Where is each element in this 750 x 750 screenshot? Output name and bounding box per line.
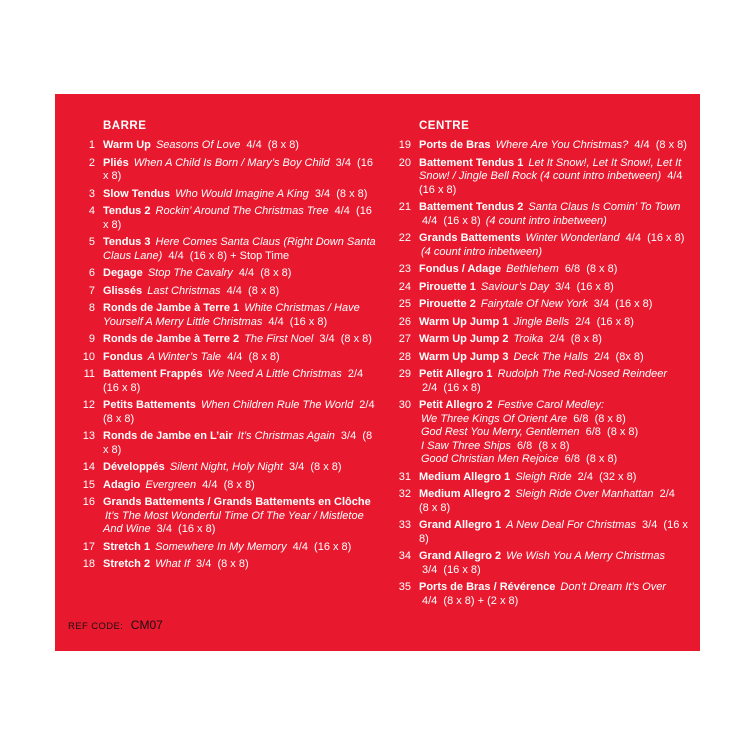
track-name: Battement Tendus 1 xyxy=(419,156,524,169)
track-song-title: Who Would Imagine A King xyxy=(175,187,309,200)
track-meter: 4/4 (16 x 8) xyxy=(419,170,686,196)
track-name: Ronds de Jambe en L’air xyxy=(103,430,233,442)
track-name: Warm Up Jump 3 xyxy=(419,350,509,363)
track-text xyxy=(103,399,379,426)
track-number: 21 xyxy=(398,201,411,213)
track-song-title: Jingle Bells xyxy=(513,315,570,328)
track-song-title: Let It Snow!, Let It Snow!, Let It Snow! / Jingle Bell Rock (4 count intro inbetween) xyxy=(419,156,682,182)
track-number: 31 xyxy=(398,470,411,483)
track-name: Stretch 2 xyxy=(103,558,151,570)
track-number: 9 xyxy=(88,333,95,345)
track-name: Ronds de Jambe à Terre 1 xyxy=(103,302,240,314)
track-text xyxy=(103,139,379,153)
track-meter: 4/4 (16 x 8) xyxy=(625,232,685,244)
track-number: 10 xyxy=(82,350,95,363)
track-number: 34 xyxy=(398,550,411,562)
track-text xyxy=(103,267,379,281)
track-song-title: When Children Rule The World xyxy=(200,399,354,411)
track-text xyxy=(103,236,379,263)
track-song-title: Good Christian Men Rejoice xyxy=(421,453,559,465)
track-number: 32 xyxy=(398,488,411,500)
track-number: 7 xyxy=(88,284,95,297)
track-meter: 3/4 (8 x 8) xyxy=(288,461,342,473)
track-row xyxy=(71,302,379,329)
track-song-title: We Three Kings Of Orient Are xyxy=(421,412,568,425)
track-song-title: God Rest You Merry, Gentlemen xyxy=(421,426,580,438)
track-text xyxy=(419,316,688,330)
track-meter: 2/4 (8 x 8) xyxy=(549,333,602,345)
track-text xyxy=(419,368,688,395)
track-name: Ports de Bras / Révérence xyxy=(419,581,556,593)
track-row xyxy=(71,461,379,475)
track-song-title: Winter Wonderland xyxy=(525,232,620,244)
track-song-title: It’s The Most Wonderful Time Of The Year / Mistletoe And Wine xyxy=(103,509,364,535)
track-name: Battement Frappés xyxy=(103,368,203,380)
track-name: Stretch 1 xyxy=(103,540,151,553)
track-row xyxy=(71,333,379,347)
track-song-title: It’s Christmas Again xyxy=(237,430,335,442)
track-meter: 2/4 (32 x 8) xyxy=(577,470,637,483)
track-number: 4 xyxy=(88,205,95,217)
track-song-title: Festive Carol Medley: xyxy=(497,399,604,411)
track-text xyxy=(103,285,379,299)
track-number: 17 xyxy=(82,540,95,553)
track-number: 27 xyxy=(398,333,411,345)
track-song-title: Troika xyxy=(513,333,544,345)
track-meter: 4/4 (8 x 8) xyxy=(238,267,292,279)
track-name: Degage xyxy=(103,267,143,279)
track-row xyxy=(387,351,688,365)
track-row xyxy=(71,188,379,202)
track-name: Pliés xyxy=(103,156,129,169)
track-song-title: Last Christmas xyxy=(147,284,221,297)
track-meter: 2/4 (8 x 8) xyxy=(103,399,378,425)
centre-column xyxy=(387,120,688,612)
track-meter: 2/4 (16 x 8) xyxy=(422,381,481,394)
track-song-title: We Need A Little Christmas xyxy=(207,368,342,380)
track-row xyxy=(387,263,688,277)
track-row xyxy=(387,488,688,515)
track-number: 35 xyxy=(398,581,411,593)
track-number: 12 xyxy=(82,399,95,411)
track-text xyxy=(103,333,379,347)
track-meter: 4/4 (16 x 8) xyxy=(422,214,481,227)
track-number: 3 xyxy=(88,187,95,200)
track-number: 29 xyxy=(398,368,411,380)
track-row xyxy=(71,236,379,263)
track-text xyxy=(419,201,688,228)
track-meter: 4/4 (16 x 8) xyxy=(292,540,352,553)
track-meter: 4/4 (8 x 8) xyxy=(227,350,280,363)
track-meter: 3/4 (16 x 8) xyxy=(422,563,481,576)
track-name: Pirouette 2 xyxy=(419,298,476,310)
track-number: 5 xyxy=(88,236,95,248)
track-song-title: Santa Claus Is Comin’ To Town xyxy=(528,201,681,213)
track-name: Battement Tendus 2 xyxy=(419,201,524,213)
track-song-title: Don’t Dream It’s Over xyxy=(560,581,666,593)
track-name: Développés xyxy=(103,461,165,473)
track-name: Petit Allegro 2 xyxy=(419,399,493,411)
track-song-title: I Saw Three Ships xyxy=(421,439,511,452)
section-header-barre: BARRE xyxy=(103,120,147,132)
track-meter: 3/4 (8 x 8) xyxy=(103,430,373,456)
track-number: 2 xyxy=(88,156,95,169)
track-meter: 6/8 (8 x 8) xyxy=(564,453,618,465)
track-number: 18 xyxy=(82,558,95,570)
track-meter: 3/4 (8 x 8) xyxy=(196,558,249,570)
track-song-title: Seasons Of Love xyxy=(155,139,241,151)
track-text xyxy=(103,479,379,493)
track-name: Pirouette 1 xyxy=(419,280,476,293)
track-row xyxy=(71,430,379,457)
track-text xyxy=(419,281,688,295)
track-row xyxy=(71,267,379,281)
track-number: 20 xyxy=(398,156,411,169)
track-song-title: White Christmas / Have Yourself A Merry Little Christmas xyxy=(103,302,360,328)
track-meter: 2/4 (16 x 8) xyxy=(103,368,367,394)
track-meter: 2/4 (8x 8) xyxy=(594,350,644,363)
track-number: 15 xyxy=(82,478,95,491)
track-number: 28 xyxy=(398,350,411,363)
track-name: Warm Up xyxy=(103,139,151,151)
track-row xyxy=(387,316,688,330)
track-number: 24 xyxy=(398,280,411,293)
track-song-title: (4 count intro inbetween) xyxy=(485,214,607,227)
track-number: 8 xyxy=(88,302,95,314)
track-row xyxy=(387,333,688,347)
track-text xyxy=(103,541,379,555)
track-number: 26 xyxy=(398,315,411,328)
track-meter: 6/8 (8 x 8) xyxy=(585,426,639,438)
track-number: 14 xyxy=(82,461,95,473)
track-row xyxy=(71,541,379,555)
track-row xyxy=(71,351,379,365)
track-row xyxy=(387,281,688,295)
track-number: 11 xyxy=(83,368,95,380)
track-song-title: When A Child Is Born / Mary’s Boy Child xyxy=(133,156,330,169)
track-number: 25 xyxy=(398,298,411,310)
track-columns xyxy=(55,94,700,612)
track-number: 33 xyxy=(398,519,411,531)
track-name: Medium Allegro 1 xyxy=(419,470,511,483)
track-text xyxy=(103,205,379,232)
track-song-title: A New Deal For Christmas xyxy=(506,519,636,531)
track-text xyxy=(419,471,688,485)
track-text xyxy=(419,351,688,365)
track-song-title: Rudolph The Red-Nosed Reindeer xyxy=(497,368,668,380)
track-song-title: Stop The Cavalry xyxy=(147,267,233,279)
track-meter: 3/4 (8 x 8) xyxy=(314,187,368,200)
track-meter: 4/4 (16 x 8) + Stop Time xyxy=(168,249,290,262)
track-number: 1 xyxy=(88,139,95,151)
track-row xyxy=(387,550,688,577)
track-text xyxy=(419,333,688,347)
track-song-title: (4 count intro inbetween) xyxy=(421,245,543,258)
track-row xyxy=(387,581,688,608)
track-name: Tendus 2 xyxy=(103,205,151,217)
track-song-title: Fairytale Of New York xyxy=(480,298,588,310)
track-number: 19 xyxy=(398,139,411,151)
track-row xyxy=(71,399,379,426)
track-row xyxy=(71,496,379,537)
track-number: 13 xyxy=(82,430,95,442)
track-meter: 3/4 (8 x 8) xyxy=(319,333,372,345)
barre-track-list xyxy=(71,139,379,572)
track-name: Ports de Bras xyxy=(419,139,491,151)
barre-column xyxy=(71,120,387,612)
track-text xyxy=(419,519,688,546)
track-name: Fondus / Adage xyxy=(419,263,502,275)
track-text xyxy=(419,488,688,515)
track-text xyxy=(103,430,379,457)
track-meter: 2/4 (8 x 8) xyxy=(419,488,678,514)
track-name: Grand Allegro 2 xyxy=(419,550,502,562)
track-song-title: Here Comes Santa Claus (Right Down Santa Claus Lane) xyxy=(103,236,376,262)
track-meter: 3/4 (16 x 8) xyxy=(593,298,653,310)
track-name: Slow Tendus xyxy=(103,187,171,200)
track-row xyxy=(71,139,379,153)
track-name: Grand Allegro 1 xyxy=(419,519,502,531)
track-text xyxy=(419,399,688,467)
track-row xyxy=(71,479,379,493)
track-number: 6 xyxy=(88,267,95,279)
track-text xyxy=(419,232,688,259)
track-text xyxy=(103,351,379,365)
track-meter: 4/4 (8 x 8) xyxy=(246,139,299,151)
track-row xyxy=(71,205,379,232)
track-text xyxy=(419,263,688,277)
track-number: 23 xyxy=(398,263,411,275)
track-row xyxy=(387,298,688,312)
track-meter: 4/4 (16 x 8) xyxy=(103,205,372,231)
track-song-title: Rockin’ Around The Christmas Tree xyxy=(155,205,329,217)
track-text xyxy=(103,188,379,202)
track-row xyxy=(387,201,688,228)
track-song-title: Deck The Halls xyxy=(513,350,589,363)
track-name: Petit Allegro 1 xyxy=(419,368,493,380)
track-text xyxy=(103,368,379,395)
track-number: 22 xyxy=(398,232,411,244)
track-name: Grands Battements / Grands Battements en Clôche xyxy=(103,496,371,508)
track-text xyxy=(419,157,688,198)
track-meter: 6/8 (8 x 8) xyxy=(564,263,618,275)
track-name: Glissés xyxy=(103,284,143,297)
track-name: Adagio xyxy=(103,478,141,491)
track-meter: 3/4 (16 x 8) xyxy=(419,519,688,545)
centre-track-list xyxy=(387,139,688,608)
track-meter: 3/4 (16 x 8) xyxy=(156,523,216,535)
track-meter: 4/4 (16 x 8) xyxy=(268,315,328,328)
track-text xyxy=(419,139,688,153)
track-name: Warm Up Jump 1 xyxy=(419,315,509,328)
track-name: Tendus 3 xyxy=(103,236,151,248)
track-song-title: Saviour’s Day xyxy=(480,280,549,293)
track-song-title: We Wish You A Merry Christmas xyxy=(506,550,666,562)
track-text xyxy=(103,157,379,184)
track-meter: 6/8 (8 x 8) xyxy=(516,439,570,452)
track-meter: 4/4 (8 x 8) xyxy=(202,478,255,491)
track-row xyxy=(387,232,688,259)
track-row xyxy=(387,157,688,198)
track-row xyxy=(387,471,688,485)
track-song-title: Sleigh Ride xyxy=(515,470,572,483)
track-song-title: Sleigh Ride Over Manhattan xyxy=(515,488,654,500)
track-name: Petits Battements xyxy=(103,399,196,411)
track-row xyxy=(71,368,379,395)
track-row xyxy=(71,558,379,572)
tracklist-panel xyxy=(55,94,700,651)
track-song-title: Somewhere In My Memory xyxy=(155,540,287,553)
track-meter: 4/4 (8 x 8) + (2 x 8) xyxy=(422,594,519,607)
track-text xyxy=(419,581,688,608)
track-text xyxy=(103,558,379,572)
track-meter: 3/4 (16 x 8) xyxy=(555,280,614,293)
track-name: Fondus xyxy=(103,350,143,363)
track-meter: 2/4 (16 x 8) xyxy=(575,315,634,328)
track-meter: 4/4 (8 x 8) xyxy=(634,139,687,151)
track-number: 30 xyxy=(398,399,411,411)
track-text xyxy=(103,302,379,329)
track-song-title: Bethlehem xyxy=(506,263,559,275)
track-row xyxy=(387,519,688,546)
track-name: Warm Up Jump 2 xyxy=(419,333,509,345)
track-text xyxy=(103,496,379,537)
ref-code xyxy=(68,616,163,634)
track-meter: 4/4 (8 x 8) xyxy=(226,284,280,297)
track-meter: 3/4 (16 x 8) xyxy=(103,156,373,182)
track-song-title: Where Are You Christmas? xyxy=(495,139,629,151)
track-song-title: What If xyxy=(155,558,190,570)
track-song-title: The First Noel xyxy=(244,333,314,345)
ref-code-label: REF CODE: xyxy=(68,621,124,632)
track-name: Medium Allegro 2 xyxy=(419,488,511,500)
track-name: Ronds de Jambe à Terre 2 xyxy=(103,333,240,345)
track-text xyxy=(419,298,688,312)
track-row xyxy=(387,139,688,153)
track-name: Grands Battements xyxy=(419,232,521,244)
track-row xyxy=(71,285,379,299)
track-number: 16 xyxy=(82,496,95,508)
track-song-title: Silent Night, Holy Night xyxy=(169,461,283,473)
track-meter: 6/8 (8 x 8) xyxy=(573,412,626,425)
section-header-centre: CENTRE xyxy=(419,120,470,132)
track-row xyxy=(387,399,688,467)
track-row xyxy=(387,368,688,395)
track-song-title: A Winter’s Tale xyxy=(147,350,222,363)
track-text xyxy=(103,461,379,475)
track-row xyxy=(71,157,379,184)
track-text xyxy=(419,550,688,577)
track-song-title: Evergreen xyxy=(145,478,197,491)
ref-code-value: CM07 xyxy=(130,618,163,632)
